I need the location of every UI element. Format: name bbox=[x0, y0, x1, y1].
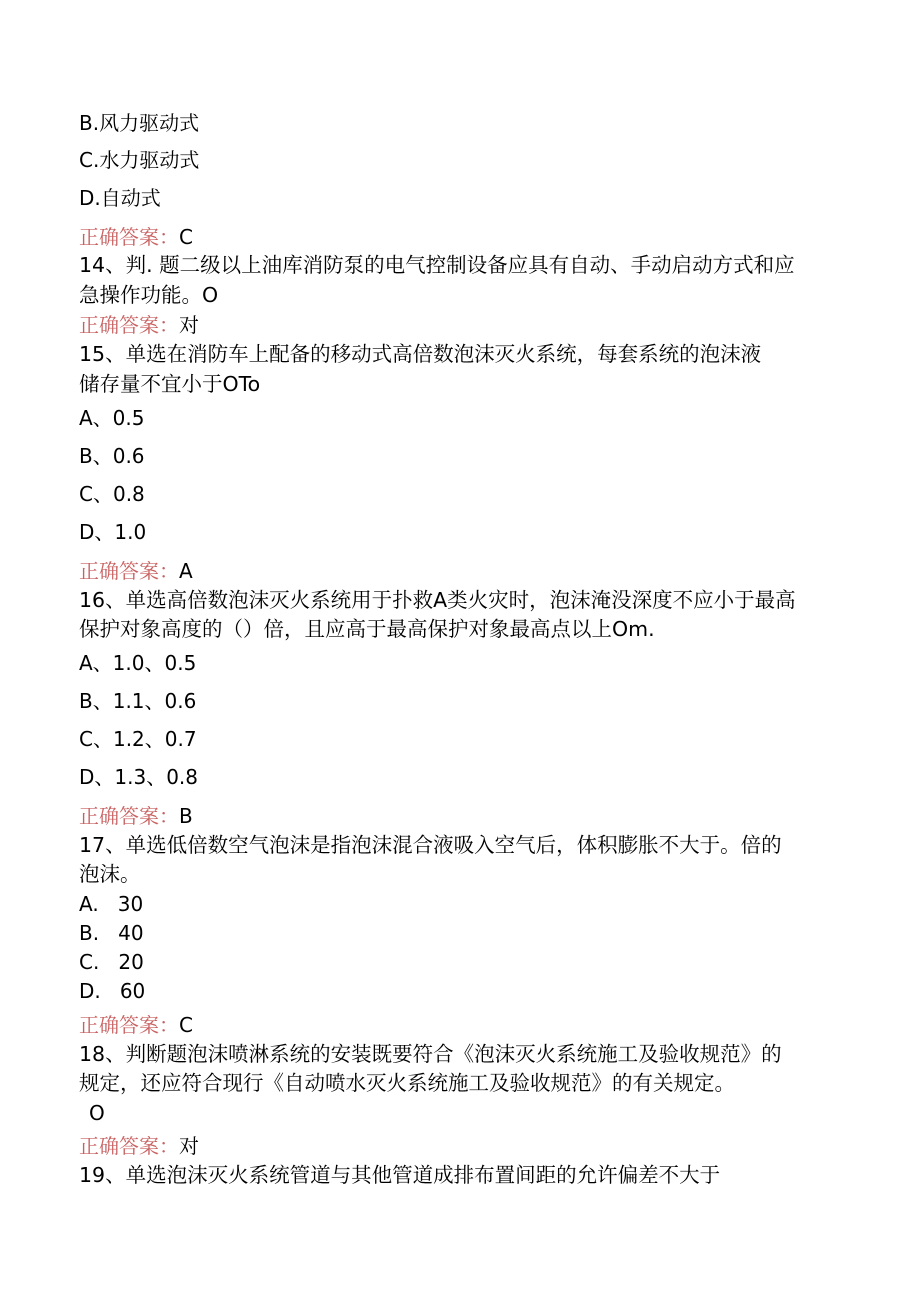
answer-label: 正确答案： bbox=[79, 804, 179, 828]
question-17-text-cont: 泡沫。 bbox=[79, 862, 141, 886]
option-c: C.水力驱动式 bbox=[79, 148, 200, 172]
answer-line bbox=[79, 557, 193, 585]
option-c: C、0.8 bbox=[79, 482, 145, 506]
question-18-text-cont: 规定，还应符合现行《自动喷水灭火系统施工及验收规范》的有关规定。 bbox=[79, 1071, 735, 1095]
option-c: C、1.2、0.7 bbox=[79, 727, 197, 751]
option-a: A、1.0、0.5 bbox=[79, 651, 197, 675]
question-18-blank: O bbox=[89, 1101, 105, 1125]
answer-line bbox=[79, 223, 193, 251]
answer-line bbox=[79, 802, 193, 830]
option-b: B、1.1、0.6 bbox=[79, 689, 197, 713]
question-14-text: 14、判. 题二级以上油库消防泵的电气控制设备应具有自动、手动启动方式和应 bbox=[79, 253, 795, 277]
answer-value: A bbox=[179, 559, 193, 583]
option-d: D、1.0 bbox=[79, 520, 147, 544]
answer-label: 正确答案： bbox=[79, 559, 179, 583]
answer-value: B bbox=[179, 804, 193, 828]
answer-label: 正确答案： bbox=[79, 313, 179, 337]
answer-label: 正确答案： bbox=[79, 1134, 179, 1158]
option-a: A. 30 bbox=[79, 892, 144, 916]
option-d: D. 60 bbox=[79, 979, 146, 1003]
option-a: A、0.5 bbox=[79, 406, 145, 430]
question-17-text: 17、单选低倍数空气泡沫是指泡沫混合液吸入空气后，体积膨胀不大于。倍的 bbox=[79, 833, 782, 857]
option-b: B.风力驱动式 bbox=[79, 111, 200, 135]
option-c: C. 20 bbox=[79, 950, 144, 974]
question-19-text: 19、单选泡沫灭火系统管道与其他管道成排布置间距的允许偏差不大于 bbox=[79, 1163, 721, 1187]
question-15-text-cont: 储存量不宜小于OTo bbox=[79, 372, 261, 396]
question-15-text: 15、单选在消防车上配备的移动式高倍数泡沫灭火系统，每套系统的泡沫液 bbox=[79, 342, 762, 366]
question-16-text-cont: 保护对象高度的（）倍，且应高于最高保护对象最高点以上Om. bbox=[79, 617, 655, 641]
question-16-text: 16、单选高倍数泡沫灭火系统用于扑救A类火灾时，泡沫淹没深度不应小于最高 bbox=[79, 588, 796, 612]
question-14-text-cont: 急操作功能。O bbox=[79, 283, 219, 307]
answer-value: C bbox=[179, 225, 193, 249]
answer-line bbox=[79, 1132, 199, 1160]
question-18-text: 18、判断题泡沫喷淋系统的安装既要符合《泡沫灭火系统施工及验收规范》的 bbox=[79, 1042, 782, 1066]
answer-label: 正确答案： bbox=[79, 225, 179, 249]
option-d: D.自动式 bbox=[79, 186, 161, 210]
answer-line bbox=[79, 311, 199, 339]
answer-value: 对 bbox=[179, 313, 199, 337]
option-b: B、0.6 bbox=[79, 444, 145, 468]
option-b: B. 40 bbox=[79, 921, 144, 945]
answer-value: C bbox=[179, 1013, 193, 1037]
option-d: D、1.3、0.8 bbox=[79, 765, 199, 789]
answer-value: 对 bbox=[179, 1134, 199, 1158]
answer-line bbox=[79, 1011, 193, 1039]
answer-label: 正确答案： bbox=[79, 1013, 179, 1037]
